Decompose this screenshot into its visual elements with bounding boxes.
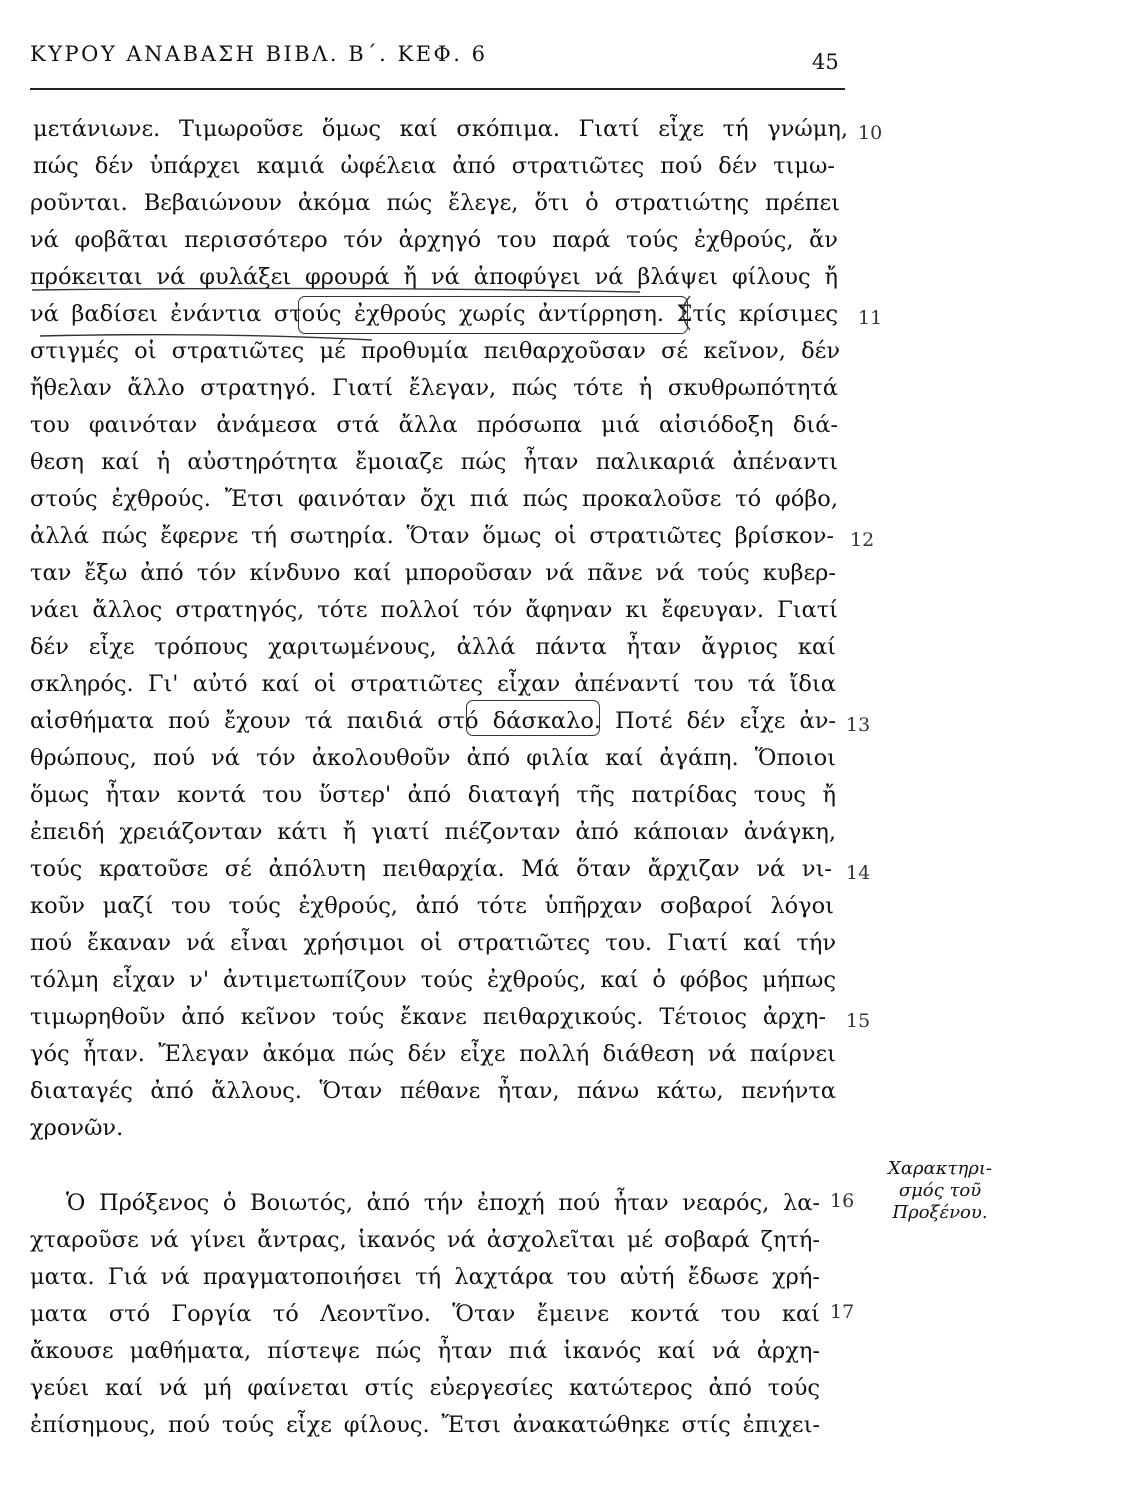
text-line: πού ἔκαναν νά εἶναι χρήσιμοι οἱ στρατιῶτες του. Γιατί καί τήν bbox=[30, 930, 836, 956]
text-line: διαταγές ἀπό ἄλλους. Ὅταν πέθανε ἦταν, πάνω κάτω, πενήντα bbox=[30, 1078, 836, 1104]
margin-note-line: σμός τοῦ bbox=[898, 1180, 982, 1201]
text-line: νά βαδίσει ἐνάντια στούς ἐχθρούς χωρίς ἀντίρρηση. Στίς κρίσιμες bbox=[30, 301, 838, 327]
text-line: θεση καί ἡ αὐστηρότητα ἔμοιαζε πώς ἦταν παλικαριά ἀπέναντι bbox=[30, 449, 838, 475]
text-line: γός ἦταν. Ἔλεγαν ἀκόμα πώς δέν εἶχε πολλή διάθεση νά παίρνει bbox=[30, 1041, 836, 1067]
section-number: 12 bbox=[850, 529, 875, 551]
margin-note bbox=[860, 1158, 1020, 1224]
section-number: 15 bbox=[846, 1010, 871, 1032]
text-line: τόλμη εἶχαν ν' ἀντιμετωπίζουν τούς ἐχθρούς, καί ὁ φόβος μήπως bbox=[30, 967, 836, 993]
section-number: 13 bbox=[846, 714, 871, 736]
text-line: πρόκειται νά φυλάξει φρουρά ἤ νά ἀποφύγει νά βλάψει φίλους ἤ bbox=[30, 264, 838, 290]
section-number: 17 bbox=[830, 1301, 855, 1323]
text-line: τιμωρηθοῦν ἀπό κεῖνον τούς ἔκανε πειθαρχικούς. Τέτοιος ἀρχη- bbox=[30, 1004, 826, 1030]
text-line: κοῦν μαζί του τούς ἐχθρούς, ἀπό τότε ὑπῆρχαν σοβαροί λόγοι bbox=[30, 893, 834, 919]
text-line: στιγμές οἱ στρατιῶτες μέ προθυμία πειθαρχοῦσαν σέ κεῖνον, δέν bbox=[30, 338, 840, 364]
header-rule bbox=[30, 88, 845, 90]
text-line: ἄκουσε μαθήματα, πίστεψε πώς ἦταν πιά ἱκανός καί νά ἀρχη- bbox=[30, 1338, 820, 1364]
text-line: ματα. Γιά νά πραγματοποιήσει τή λαχτάρα του αὐτή ἔδωσε χρή- bbox=[30, 1264, 820, 1290]
text-line: αἰσθήματα πού ἔχουν τά παιδιά στό δάσκαλο. Ποτέ δέν εἶχε ἀν- bbox=[30, 708, 836, 734]
text-line: νά φοβᾶται περισσότερο τόν ἀρχηγό του παρά τούς ἐχθρούς, ἄν bbox=[30, 227, 838, 253]
text-line: μετάνιωνε. Τιμωροῦσε ὅμως καί σκόπιμα. Γιατί εἶχε τή γνώμη, bbox=[33, 116, 848, 142]
section-number: 11 bbox=[858, 307, 883, 329]
running-header-title: ΚΥΡΟΥ ΑΝΑΒΑΣΗ ΒΙΒΛ. Β΄. ΚΕΦ. 6 bbox=[30, 42, 488, 66]
text-line: ἤθελαν ἄλλο στρατηγό. Γιατί ἔλεγαν, πώς τότε ἡ σκυθρωπότητά bbox=[30, 375, 838, 401]
text-line: ταν ἔξω ἀπό τόν κίνδυνο καί μποροῦσαν νά πᾶνε νά τούς κυβερ- bbox=[30, 560, 836, 586]
section-number: 16 bbox=[830, 1190, 855, 1212]
text-line: ἐπίσημους, πού τούς εἶχε φίλους. Ἔτσι ἀνακατώθηκε στίς ἐπιχει- bbox=[30, 1412, 820, 1438]
text-line: ματα στό Γοργία τό Λεοντῖνο. Ὅταν ἔμεινε κοντά του καί bbox=[30, 1301, 820, 1327]
text-line: τούς κρατοῦσε σέ ἀπόλυτη πειθαρχία. Μά ὅταν ἄρχιζαν νά νι- bbox=[30, 856, 832, 882]
text-line: του φαινόταν ἀνάμεσα στά ἄλλα πρόσωπα μιά αἰσιόδοξη διά- bbox=[30, 412, 838, 438]
section-number: 10 bbox=[858, 122, 883, 144]
page-number: 45 bbox=[812, 50, 839, 74]
text-line: χρονῶν. bbox=[30, 1115, 124, 1141]
text-line: στούς ἐχθρούς. Ἔτσι φαινόταν ὄχι πιά πώς προκαλοῦσε τό φόβο, bbox=[30, 486, 838, 512]
text-line: χταροῦσε νά γίνει ἄντρας, ἱκανός νά ἀσχολεῖται μέ σοβαρά ζητή- bbox=[30, 1227, 820, 1253]
section-number: 14 bbox=[846, 862, 871, 884]
text-line: ἐπειδή χρειάζονταν κάτι ἤ γιατί πιέζονταν ἀπό κάποιαν ἀνάγκη, bbox=[30, 819, 836, 845]
text-line: θρώπους, πού νά τόν ἀκολουθοῦν ἀπό φιλία καί ἀγάπη. Ὅποιοι bbox=[30, 745, 836, 771]
text-line: πώς δέν ὑπάρχει καμιά ὠφέλεια ἀπό στρατιῶτες πού δέν τιμω- bbox=[33, 153, 835, 179]
text-line: Ὁ Πρόξενος ὁ Βοιωτός, ἀπό τήν ἐποχή πού ἦταν νεαρός, λα- bbox=[66, 1190, 820, 1216]
text-line: νάει ἄλλος στρατηγός, τότε πολλοί τόν ἄφηναν κι ἔφευγαν. Γιατί bbox=[30, 597, 838, 623]
text-line: ὅμως ἦταν κοντά του ὕστερ' ἀπό διαταγή τῆς πατρίδας τους ἤ bbox=[30, 782, 836, 808]
text-line: δέν εἶχε τρόπους χαριτωμένους, ἀλλά πάντα ἦταν ἄγριος καί bbox=[30, 634, 836, 660]
text-line: ἀλλά πώς ἔφερνε τή σωτηρία. Ὅταν ὅμως οἱ στρατιῶτες βρίσκον- bbox=[30, 523, 834, 549]
text-line: γεύει καί νά μή φαίνεται στίς εὐεργεσίες κατώτερος ἀπό τούς bbox=[30, 1375, 820, 1401]
text-line: σκληρός. Γι' αὐτό καί οἱ στρατιῶτες εἶχαν ἀπέναντί του τά ἴδια bbox=[30, 671, 836, 697]
margin-note-line: Προξένου. bbox=[892, 1202, 988, 1223]
text-line: ροῦνται. Βεβαιώνουν ἀκόμα πώς ἔλεγε, ὅτι ὁ στρατιώτης πρέπει bbox=[30, 190, 840, 216]
margin-note-line: Χαρακτηρι- bbox=[888, 1158, 992, 1179]
